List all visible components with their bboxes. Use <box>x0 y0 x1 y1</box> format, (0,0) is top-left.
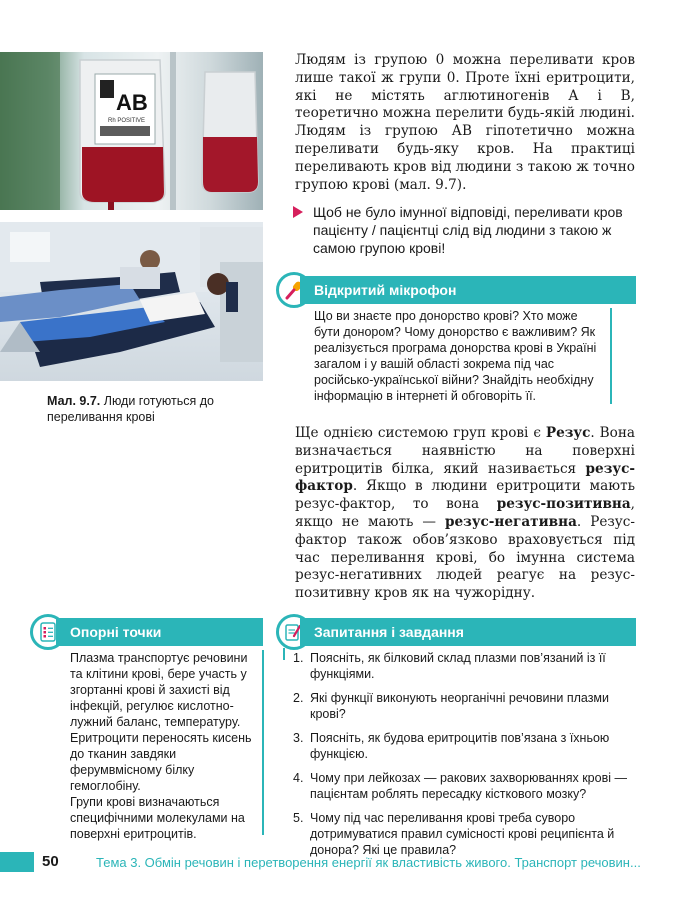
triangle-arrow-icon <box>293 206 303 218</box>
question-text: Поясніть, як білковий склад плазми пов’язаний із її функціями. <box>310 651 606 681</box>
open-microphone-body: Що ви знаєте про донорство крові? Хто може бути донором? Чому донорство є важливим? Як реалізується програма донорства крові в Україні загалом і у вашій області зокрема під час російсько-української війни? Знайдіть необхідну інформацію в інтернеті й обговоріть її. <box>300 308 612 404</box>
question-text: Чому під час переливання крові треба суворо дотримуватися правил сумісності крові реципієнта й донора? Які це правила? <box>310 811 615 857</box>
bag-label: AB <box>116 90 148 115</box>
rhesus-text-5: . Резус-фактор також обов’язково враховується під час переливання крові, бо імунна система резус-негативних людей реагує на резус-позитивну кров як на чужорідну. <box>295 513 636 602</box>
bag-sublabel: Rh POSITIVE <box>108 118 146 124</box>
question-item <box>283 690 636 722</box>
question-text: Які функції виконують неорганічні речовини плазми крові? <box>310 691 609 721</box>
donors-photo <box>0 222 263 381</box>
term-rh-negative: резус-негативна <box>444 513 577 530</box>
figure-caption <box>47 393 257 425</box>
running-footer: Тема 3. Обмін речовин і перетворення енергії як властивість живого. Транспорт речовин... <box>96 855 641 870</box>
question-item <box>283 770 636 802</box>
question-text: Поясніть, як будова еритроцитів пов’язана з їхньою функцією. <box>310 731 610 761</box>
donors-illustration <box>0 222 263 381</box>
paragraph-blood-groups: Людям із групою 0 можна переливати кров лише такої ж групи 0. Проте їхні еритроцити, які не містять аглютиногенів А і В, теоретично можна перелити будь-якій людині. Людям із групою АВ гіпотетично можна переливати будь-яку кров. На практиці переливають кров від людини з такою ж точно групою крові (мал. 9.7). <box>295 52 635 193</box>
question-number: 5. <box>293 811 304 825</box>
term-rhesus: Резус <box>545 425 591 441</box>
question-item <box>283 730 636 762</box>
paragraph-rhesus <box>295 425 635 603</box>
key-point-2: Групи крові визначаються специфічними молекулами на поверхні еритроцитів. <box>70 795 245 841</box>
term-rh-factor: резус-фактор <box>295 460 635 495</box>
questions-list <box>283 650 636 858</box>
rhesus-text-3: . Якщо в людини еритроцити мають резус-фактор, то вона <box>295 478 635 513</box>
page-number: 50 <box>42 853 59 870</box>
blood-bag-photo <box>0 52 263 210</box>
open-microphone-header: Відкритий мікрофон <box>300 276 636 304</box>
caption-label: Мал. 9.7. <box>47 394 101 408</box>
question-number: 2. <box>293 691 304 705</box>
term-rh-positive: резус-позитивна <box>496 496 631 513</box>
question-text: Чому при лейкозах — ракових захворюваннях крові — пацієнтам роблять пересадку кісткового мозку? <box>310 771 627 801</box>
question-number: 4. <box>293 771 304 785</box>
rhesus-text-4: , якщо не мають — <box>295 496 635 530</box>
questions-header: Запитання і завдання <box>300 618 636 646</box>
question-number: 3. <box>293 731 304 745</box>
page-number-bar <box>0 852 34 872</box>
key-point-1: Плазма транспортує речовини та клітини крові, бере участь у згортанні крові й захисті від інфекцій, регулює кислотно-лужний баланс, температуру. Еритроцити переносять кисень до тканин завдяки ферумвмісному білку гемоглобіну. <box>70 651 252 793</box>
key-note <box>293 203 638 257</box>
blood-bag-illustration <box>0 52 263 210</box>
questions-body <box>283 650 636 866</box>
question-item <box>283 810 636 858</box>
key-note-text: Щоб не було імунної відповіді, переливати кров пацієнту / пацієнтці слід від людини з такою ж самою групою крові! <box>313 204 623 256</box>
caption-text: Люди готуються до переливання крові <box>47 394 214 424</box>
rhesus-text-2: . Вона визначається наявністю на поверхні еритроцитів білка, який називається <box>295 425 635 477</box>
key-points-header: Опорні точки <box>56 618 263 646</box>
question-number: 1. <box>293 651 304 665</box>
question-item <box>283 650 636 682</box>
key-points-body <box>56 650 264 841</box>
rhesus-text-1: Ще однією системою груп крові є <box>295 425 546 441</box>
